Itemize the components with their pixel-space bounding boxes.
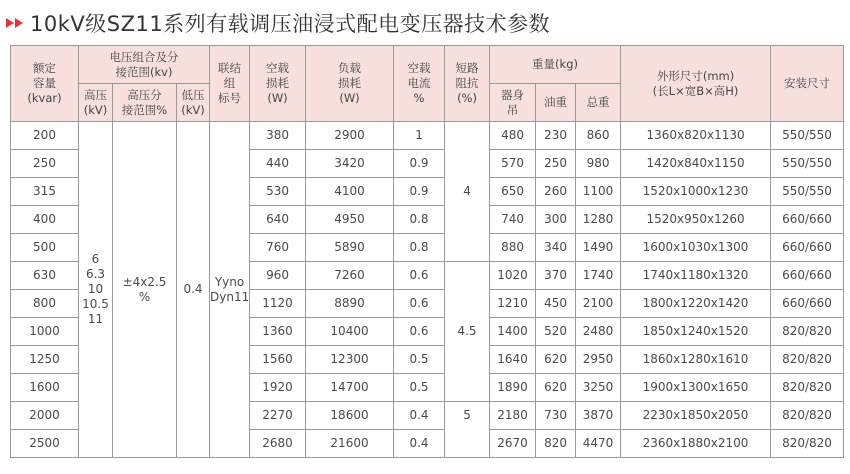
cell-capacity: 315 [11, 178, 79, 206]
cell-no-load-loss: 440 [250, 150, 306, 178]
cell-total-weight: 4470 [576, 430, 621, 458]
header-hv-tap: 高压分 接范围% [113, 84, 177, 122]
cell-install-size: 820/820 [771, 318, 844, 346]
cell-dimensions: 1800x1220x1420 [621, 290, 771, 318]
cell-oil-weight: 300 [536, 206, 576, 234]
cell-body-weight: 1400 [490, 318, 536, 346]
cell-install-size: 660/660 [771, 262, 844, 290]
cell-total-weight: 3870 [576, 402, 621, 430]
cell-no-load-current: 0.6 [394, 318, 445, 346]
cell-install-size: 660/660 [771, 206, 844, 234]
cell-load-loss: 8890 [306, 290, 394, 318]
cell-total-weight: 1280 [576, 206, 621, 234]
spec-table [10, 45, 844, 458]
header-lv: 低压 (kV) [177, 84, 210, 122]
cell-dimensions: 2360x1880x2100 [621, 430, 771, 458]
cell-hv-values: 6 6.3 10 10.5 11 [79, 122, 113, 458]
cell-dimensions: 1520x950x1260 [621, 206, 771, 234]
cell-load-loss: 2900 [306, 122, 394, 150]
cell-oil-weight: 730 [536, 402, 576, 430]
cell-load-loss: 3420 [306, 150, 394, 178]
cell-capacity: 1600 [11, 374, 79, 402]
cell-no-load-current: 0.6 [394, 290, 445, 318]
cell-body-weight: 480 [490, 122, 536, 150]
cell-no-load-current: 0.4 [394, 430, 445, 458]
cell-total-weight: 1740 [576, 262, 621, 290]
cell-oil-weight: 820 [536, 430, 576, 458]
cell-no-load-current: 0.9 [394, 178, 445, 206]
header-load-loss: 负载 损耗 (W) [306, 46, 394, 122]
cell-no-load-loss: 760 [250, 234, 306, 262]
cell-load-loss: 4100 [306, 178, 394, 206]
cell-body-weight: 650 [490, 178, 536, 206]
cell-oil-weight: 260 [536, 178, 576, 206]
cell-load-loss: 10400 [306, 318, 394, 346]
cell-total-weight: 2480 [576, 318, 621, 346]
cell-body-weight: 2670 [490, 430, 536, 458]
cell-body-weight: 740 [490, 206, 536, 234]
cell-install-size: 820/820 [771, 402, 844, 430]
cell-oil-weight: 250 [536, 150, 576, 178]
header-oil-weight: 油重 [536, 84, 576, 122]
cell-no-load-loss: 380 [250, 122, 306, 150]
cell-oil-weight: 520 [536, 318, 576, 346]
cell-oil-weight: 340 [536, 234, 576, 262]
table-row [11, 122, 844, 150]
cell-load-loss: 4950 [306, 206, 394, 234]
cell-load-loss: 21600 [306, 430, 394, 458]
cell-dimensions: 1360x820x1130 [621, 122, 771, 150]
cell-total-weight: 2950 [576, 346, 621, 374]
cell-total-weight: 1490 [576, 234, 621, 262]
cell-no-load-current: 0.8 [394, 206, 445, 234]
cell-dimensions: 1900x1300x1650 [621, 374, 771, 402]
header-weight: 重量(kg) [490, 46, 621, 84]
cell-body-weight: 570 [490, 150, 536, 178]
cell-body-weight: 1640 [490, 346, 536, 374]
cell-install-size: 550/550 [771, 178, 844, 206]
cell-hv-tap: ±4x2.5 % [113, 122, 177, 458]
header-total-weight: 总重 [576, 84, 621, 122]
cell-no-load-loss: 530 [250, 178, 306, 206]
cell-body-weight: 2180 [490, 402, 536, 430]
cell-impedance: 4 [445, 122, 490, 262]
cell-dimensions: 1860x1280x1610 [621, 346, 771, 374]
cell-body-weight: 1020 [490, 262, 536, 290]
cell-total-weight: 2100 [576, 290, 621, 318]
cell-body-weight: 1210 [490, 290, 536, 318]
cell-capacity: 1250 [11, 346, 79, 374]
cell-dimensions: 1740x1180x1320 [621, 262, 771, 290]
header-hv: 高压 (kV) [79, 84, 113, 122]
header-dimensions: 外形尺寸(mm) (长L×宽B×高H) [621, 46, 771, 122]
cell-total-weight: 860 [576, 122, 621, 150]
cell-no-load-loss: 1560 [250, 346, 306, 374]
title-row [6, 4, 550, 42]
cell-dimensions: 1420x840x1150 [621, 150, 771, 178]
header-vector-group: 联结 组 标号 [210, 46, 250, 122]
double-arrow-icon [6, 18, 24, 28]
cell-capacity: 2000 [11, 402, 79, 430]
cell-impedance: 4.5 [445, 262, 490, 402]
cell-load-loss: 12300 [306, 346, 394, 374]
cell-dimensions: 2230x1850x2050 [621, 402, 771, 430]
cell-body-weight: 1890 [490, 374, 536, 402]
cell-oil-weight: 620 [536, 374, 576, 402]
cell-capacity: 1000 [11, 318, 79, 346]
cell-total-weight: 3250 [576, 374, 621, 402]
cell-oil-weight: 370 [536, 262, 576, 290]
cell-oil-weight: 230 [536, 122, 576, 150]
cell-total-weight: 1100 [576, 178, 621, 206]
header-no-load-current: 空载 电流 % [394, 46, 445, 122]
header-install-size: 安装尺寸 [771, 46, 844, 122]
cell-no-load-loss: 1120 [250, 290, 306, 318]
cell-no-load-current: 0.4 [394, 402, 445, 430]
header-short-circuit-impedance: 短路 阻抗 (%) [445, 46, 490, 122]
cell-capacity: 2500 [11, 430, 79, 458]
cell-no-load-current: 0.9 [394, 150, 445, 178]
page-title: 10kV级SZ11系列有载调压油浸式配电变压器技术参数 [30, 12, 551, 36]
cell-load-loss: 14700 [306, 374, 394, 402]
cell-vector-group: Yyno Dyn11 [210, 122, 250, 458]
cell-no-load-current: 0.5 [394, 374, 445, 402]
cell-no-load-current: 0.6 [394, 262, 445, 290]
cell-load-loss: 18600 [306, 402, 394, 430]
cell-dimensions: 1850x1240x1520 [621, 318, 771, 346]
cell-install-size: 660/660 [771, 234, 844, 262]
cell-total-weight: 980 [576, 150, 621, 178]
cell-no-load-current: 1 [394, 122, 445, 150]
cell-no-load-loss: 1920 [250, 374, 306, 402]
cell-capacity: 250 [11, 150, 79, 178]
cell-dimensions: 1600x1030x1300 [621, 234, 771, 262]
header-no-load-loss: 空载 损耗 (W) [250, 46, 306, 122]
cell-no-load-current: 0.8 [394, 234, 445, 262]
cell-capacity: 400 [11, 206, 79, 234]
header-body-weight: 器身 吊 [490, 84, 536, 122]
cell-body-weight: 880 [490, 234, 536, 262]
cell-capacity: 200 [11, 122, 79, 150]
cell-no-load-current: 0.5 [394, 346, 445, 374]
cell-install-size: 660/660 [771, 290, 844, 318]
cell-install-size: 550/550 [771, 122, 844, 150]
cell-no-load-loss: 960 [250, 262, 306, 290]
cell-no-load-loss: 640 [250, 206, 306, 234]
cell-load-loss: 5890 [306, 234, 394, 262]
cell-no-load-loss: 2270 [250, 402, 306, 430]
cell-capacity: 500 [11, 234, 79, 262]
cell-dimensions: 1520x1000x1230 [621, 178, 771, 206]
cell-oil-weight: 620 [536, 346, 576, 374]
header-voltage-group: 电压组合及分 接范围(kv) [79, 46, 210, 84]
cell-capacity: 630 [11, 262, 79, 290]
cell-no-load-loss: 1360 [250, 318, 306, 346]
cell-impedance: 5 [445, 402, 490, 458]
header-rated-capacity: 额定 容量 (kvar) [11, 46, 79, 122]
cell-load-loss: 7260 [306, 262, 394, 290]
cell-capacity: 800 [11, 290, 79, 318]
cell-install-size: 820/820 [771, 346, 844, 374]
cell-install-size: 820/820 [771, 374, 844, 402]
cell-oil-weight: 450 [536, 290, 576, 318]
cell-lv: 0.4 [177, 122, 210, 458]
cell-no-load-loss: 2680 [250, 430, 306, 458]
cell-install-size: 550/550 [771, 150, 844, 178]
cell-install-size: 820/820 [771, 430, 844, 458]
